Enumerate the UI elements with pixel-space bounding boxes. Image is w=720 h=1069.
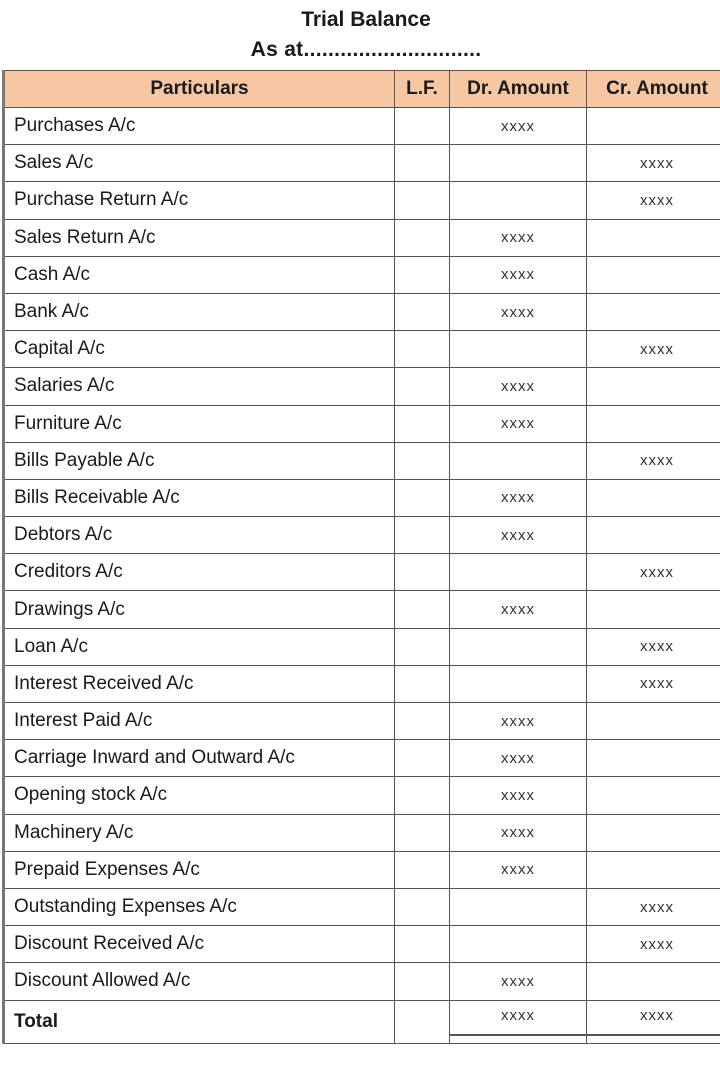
document-title: Trial Balance: [301, 8, 431, 31]
lf-cell: [395, 777, 450, 814]
lf-cell: [395, 888, 450, 925]
cr-amount-cell: [587, 963, 720, 1000]
particulars-cell: Machinery A/c: [4, 814, 395, 851]
particulars-cell: Sales A/c: [4, 145, 395, 182]
lf-cell: [395, 108, 450, 145]
cr-amount-cell: [587, 256, 720, 293]
lf-cell: [395, 256, 450, 293]
dr-amount-cell: xxxx: [450, 851, 587, 888]
total-dr-value: xxxx: [501, 1006, 535, 1024]
lf-cell: [395, 182, 450, 219]
particulars-cell: Loan A/c: [4, 628, 395, 665]
dr-amount-cell: xxxx: [450, 814, 587, 851]
cr-amount-cell: xxxx: [587, 888, 720, 925]
table-row: [4, 368, 720, 405]
table-row: [4, 442, 720, 479]
dr-amount-cell: [450, 331, 587, 368]
table-row: [4, 219, 720, 256]
lf-cell: [395, 219, 450, 256]
particulars-cell: Carriage Inward and Outward A/c: [4, 740, 395, 777]
total-row: [4, 1000, 720, 1043]
lf-cell: [395, 293, 450, 330]
cr-amount-cell: xxxx: [587, 665, 720, 702]
cr-amount-cell: [587, 368, 720, 405]
dr-amount-cell: [450, 888, 587, 925]
as-at-date-line: As at.............................: [250, 38, 482, 61]
cr-amount-cell: [587, 479, 720, 516]
lf-cell: [395, 368, 450, 405]
particulars-cell: Creditors A/c: [4, 554, 395, 591]
cr-amount-cell: [587, 703, 720, 740]
dr-amount-cell: xxxx: [450, 368, 587, 405]
table-row: [4, 888, 720, 925]
total-label: Total: [4, 1000, 395, 1043]
particulars-cell: Interest Received A/c: [4, 665, 395, 702]
table-row: [4, 740, 720, 777]
cr-amount-cell: [587, 740, 720, 777]
lf-cell: [395, 665, 450, 702]
cr-amount-cell: xxxx: [587, 145, 720, 182]
lf-cell: [395, 442, 450, 479]
dr-amount-cell: xxxx: [450, 108, 587, 145]
dr-amount-cell: [450, 145, 587, 182]
cr-amount-cell: [587, 108, 720, 145]
table-row: [4, 591, 720, 628]
particulars-cell: Cash A/c: [4, 256, 395, 293]
table-row: [4, 405, 720, 442]
dr-amount-cell: xxxx: [450, 740, 587, 777]
particulars-cell: Capital A/c: [4, 331, 395, 368]
cr-amount-cell: [587, 851, 720, 888]
table-row: [4, 479, 720, 516]
total-dr-cell: [450, 1000, 587, 1043]
cr-amount-cell: [587, 777, 720, 814]
lf-cell: [395, 851, 450, 888]
total-cr-value: xxxx: [640, 1006, 674, 1024]
table-row: [4, 926, 720, 963]
particulars-cell: Discount Received A/c: [4, 926, 395, 963]
lf-cell: [395, 517, 450, 554]
dr-amount-cell: xxxx: [450, 517, 587, 554]
table-header-row: [4, 71, 720, 108]
lf-cell: [395, 145, 450, 182]
cr-amount-cell: xxxx: [587, 442, 720, 479]
table-row: [4, 331, 720, 368]
lf-cell: [395, 554, 450, 591]
column-header-particulars: Particulars: [4, 71, 395, 108]
table-row: [4, 963, 720, 1000]
particulars-cell: Outstanding Expenses A/c: [4, 888, 395, 925]
dr-amount-cell: xxxx: [450, 219, 587, 256]
table-row: [4, 256, 720, 293]
particulars-cell: Interest Paid A/c: [4, 703, 395, 740]
dr-amount-cell: xxxx: [450, 703, 587, 740]
particulars-cell: Debtors A/c: [4, 517, 395, 554]
lf-cell: [395, 963, 450, 1000]
particulars-cell: Prepaid Expenses A/c: [4, 851, 395, 888]
dr-amount-cell: [450, 665, 587, 702]
dr-amount-cell: [450, 926, 587, 963]
table-row: [4, 628, 720, 665]
table-row: [4, 665, 720, 702]
particulars-cell: Purchase Return A/c: [4, 182, 395, 219]
lf-cell: [395, 331, 450, 368]
dr-amount-cell: [450, 442, 587, 479]
cr-amount-cell: xxxx: [587, 628, 720, 665]
dr-amount-cell: xxxx: [450, 591, 587, 628]
cr-amount-cell: [587, 814, 720, 851]
cr-amount-cell: xxxx: [587, 554, 720, 591]
column-header-dr-amount: Dr. Amount: [450, 71, 587, 108]
particulars-cell: Bills Payable A/c: [4, 442, 395, 479]
particulars-cell: Bank A/c: [4, 293, 395, 330]
particulars-cell: Salaries A/c: [4, 368, 395, 405]
column-header-cr-amount: Cr. Amount: [587, 71, 720, 108]
dr-amount-cell: xxxx: [450, 963, 587, 1000]
particulars-cell: Opening stock A/c: [4, 777, 395, 814]
cr-amount-cell: [587, 517, 720, 554]
particulars-cell: Purchases A/c: [4, 108, 395, 145]
double-underline: [587, 1034, 720, 1036]
dr-amount-cell: xxxx: [450, 293, 587, 330]
total-lf-cell: [395, 1000, 450, 1043]
table-row: [4, 293, 720, 330]
cr-amount-cell: [587, 591, 720, 628]
particulars-cell: Drawings A/c: [4, 591, 395, 628]
table-row: [4, 145, 720, 182]
lf-cell: [395, 591, 450, 628]
trial-balance-table: [2, 70, 720, 1044]
particulars-cell: Sales Return A/c: [4, 219, 395, 256]
dr-amount-cell: xxxx: [450, 256, 587, 293]
table-row: [4, 703, 720, 740]
lf-cell: [395, 479, 450, 516]
table-row: [4, 108, 720, 145]
dr-amount-cell: xxxx: [450, 777, 587, 814]
cr-amount-cell: xxxx: [587, 926, 720, 963]
table-row: [4, 814, 720, 851]
dr-amount-cell: [450, 554, 587, 591]
lf-cell: [395, 628, 450, 665]
cr-amount-cell: [587, 293, 720, 330]
cr-amount-cell: xxxx: [587, 182, 720, 219]
table-row: [4, 777, 720, 814]
cr-amount-cell: [587, 405, 720, 442]
dr-amount-cell: xxxx: [450, 405, 587, 442]
lf-cell: [395, 405, 450, 442]
total-cr-cell: [587, 1000, 720, 1043]
particulars-cell: Furniture A/c: [4, 405, 395, 442]
table-row: [4, 554, 720, 591]
table-row: [4, 517, 720, 554]
cr-amount-cell: [587, 219, 720, 256]
table-row: [4, 182, 720, 219]
lf-cell: [395, 703, 450, 740]
double-underline: [450, 1034, 586, 1036]
particulars-cell: Bills Receivable A/c: [4, 479, 395, 516]
dr-amount-cell: [450, 182, 587, 219]
particulars-cell: Discount Allowed A/c: [4, 963, 395, 1000]
dr-amount-cell: xxxx: [450, 479, 587, 516]
cr-amount-cell: xxxx: [587, 331, 720, 368]
column-header-lf: L.F.: [395, 71, 450, 108]
lf-cell: [395, 926, 450, 963]
lf-cell: [395, 814, 450, 851]
table-row: [4, 851, 720, 888]
lf-cell: [395, 740, 450, 777]
dr-amount-cell: [450, 628, 587, 665]
